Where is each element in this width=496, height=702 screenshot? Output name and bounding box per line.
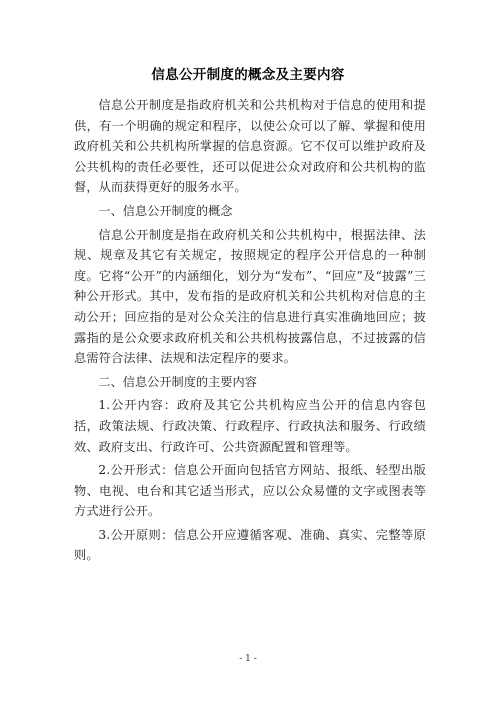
content-item-3: 3.公开原则：信息公开应遵循客观、准确、真实、完整等原则。 bbox=[74, 527, 426, 563]
section-heading-main-content: 二、信息公开制度的主要内容 bbox=[98, 374, 257, 389]
page-number: - 1 - bbox=[239, 654, 257, 664]
section-heading-concept: 一、信息公开制度的概念 bbox=[98, 203, 233, 218]
content-item-1: 1.公开内容：政府及其它公共机构应当公开的信息内容包括，政策法规、行政决策、行政程序、行政执法和服务、行政绩效、政府支出、行政许可、公共资源配置和管理等。 bbox=[74, 398, 426, 454]
concept-paragraph: 信息公开制度是指在政府机关和公共机构中，根据法律、法规、规章及其它有关规定，按照规定的程序公开信息的一种制度。它将“公开”的内涵细化，划分为“发布”、“回应”及“披露”三种公开形式。其中，发布指的是政府机关和公共机构对信息的主动公开；回应指的是对公众关注的信息进行真实准确地回应；披露指的是公众要求政府机关和公共机构披露信息，不过披露的信息需符合法律、法规和法定程序的要求。 bbox=[74, 227, 426, 366]
content-item-2: 2.公开形式：信息公开面向包括官方网站、报纸、轻型出版物、电视、电台和其它适当形式，应以公众易懂的文字或图表等方式进行公开。 bbox=[74, 463, 426, 519]
document-body bbox=[74, 95, 426, 566]
intro-paragraph: 信息公开制度是指政府机关和公共机构对于信息的使用和提供，有一个明确的规定和程序，以使公众可以了解、掌握和使用政府机关和公共机构所掌握的信息资源。它不仅可以维护政府及公共机构的责任必要性，还可以促进公众对政府和公共机构的监督，从而获得更好的服务水平。 bbox=[74, 98, 426, 195]
document-title: 信息公开制度的概念及主要内容 bbox=[151, 67, 345, 83]
